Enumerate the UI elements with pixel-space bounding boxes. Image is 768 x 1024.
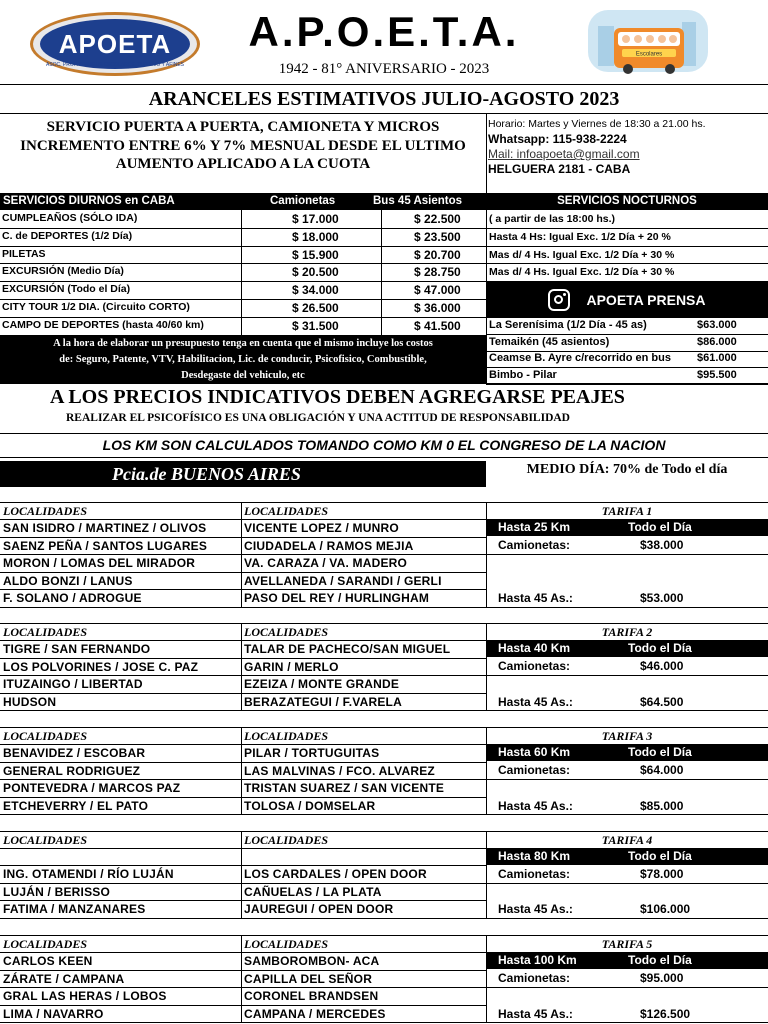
- diurnos-header-service: SERVICIOS DIURNOS en CABA: [3, 195, 175, 207]
- table-rule: [486, 987, 768, 988]
- table-rule: [0, 693, 486, 694]
- localidad-item: HUDSON: [3, 694, 57, 709]
- diurno-service: EXCURSIÓN (Medio Día): [2, 265, 124, 278]
- page-title: A.P.O.E.T.A.: [248, 8, 520, 55]
- diurno-camionetas-price: $ 26.500: [292, 301, 339, 315]
- table-rule: [241, 623, 242, 711]
- localidad-item: ZÁRATE / CAMPANA: [3, 971, 125, 986]
- diurno-service: C. de DEPORTES (1/2 Día): [2, 229, 133, 242]
- bus-label: Hasta 45 As.:: [498, 591, 573, 606]
- logo-text: APOETA: [40, 19, 190, 69]
- diurno-service: CUMPLEAÑOS (SÓLO IDA): [2, 212, 138, 224]
- nocturno-row: Mas d/ 4 Hs. Igual Exc. 1/2 Día + 30 %: [489, 266, 675, 279]
- table-rule: [486, 554, 768, 555]
- camionetas-price: $95.000: [640, 971, 684, 985]
- prensa-price: $95.500: [697, 368, 737, 381]
- camionetas-price: $46.000: [640, 659, 684, 673]
- table-rule: [0, 797, 486, 798]
- address-text: HELGUERA 2181 - CABA: [488, 162, 631, 176]
- hours-text: Horario: Martes y Viernes de 18:30 a 21.00 hs.: [488, 118, 706, 130]
- localidades-header: LOCALIDADES: [3, 504, 88, 518]
- diurno-bus-price: $ 47.000: [414, 283, 461, 298]
- table-rule: [0, 831, 768, 832]
- table-rule: [0, 762, 486, 763]
- notice-line: INCREMENTO ENTRE 6% Y 7% MESNUAL DESDE EL ULTIMO: [20, 137, 466, 154]
- localidad-item: FATIMA / MANZANARES: [3, 902, 146, 917]
- bus-label: Hasta 45 As.:: [498, 1006, 573, 1021]
- diurno-camionetas-price: $ 15.900: [292, 247, 339, 262]
- table-rule: [0, 727, 768, 728]
- table-rule: [486, 263, 768, 264]
- prensa-name: Temaikén (45 asientos): [489, 335, 610, 348]
- bus-price: $106.000: [640, 902, 691, 917]
- localidades-header: LOCALIDADES: [3, 729, 88, 743]
- table-rule: [0, 607, 486, 608]
- localidad-item: GENERAL RODRIGUEZ: [3, 763, 141, 778]
- prensa-price: $86.000: [697, 335, 737, 348]
- tarifa-range-bar: [486, 640, 768, 657]
- table-rule: [486, 246, 768, 247]
- todo-el-dia-label: Todo el Día: [628, 849, 692, 863]
- table-rule: [486, 228, 768, 229]
- table-rule: [486, 623, 487, 711]
- diurno-service: PILETAS: [2, 247, 46, 260]
- tarifa-range-bar: [486, 952, 768, 969]
- diurno-camionetas-price: $ 17.000: [292, 212, 339, 226]
- increment-notice: [0, 118, 486, 174]
- prensa-name: Ceamse B. Ayre c/recorrido en bus: [489, 352, 671, 364]
- apoeta-logo: [30, 12, 200, 76]
- localidad-item: GRAL LAS HERAS / LOBOS: [3, 989, 167, 1004]
- diurno-camionetas-price: $ 20.500: [292, 265, 339, 280]
- bus-label: Escolares: [635, 51, 663, 58]
- diurno-camionetas-price: $ 34.000: [292, 283, 339, 298]
- diurno-bus-price: $ 20.700: [414, 247, 461, 262]
- tarifa-range-bar: [486, 519, 768, 536]
- table-rule: [486, 883, 768, 884]
- nocturno-row: Mas d/ 4 Hs. Igual Exc. 1/2 Día + 30 %: [489, 248, 675, 261]
- tarifa-label: TARIFA 2: [601, 625, 653, 639]
- contact-info: [488, 117, 768, 177]
- todo-el-dia-label: Todo el Día: [628, 745, 692, 759]
- table-rule: [0, 537, 486, 538]
- localidades-header: LOCALIDADES: [3, 833, 88, 847]
- nocturnos-header: SERVICIOS NOCTURNOS: [557, 195, 697, 207]
- camionetas-label: Camionetas:: [498, 867, 571, 881]
- table-rule: [0, 299, 486, 300]
- school-bus-illustration: [578, 4, 718, 78]
- diurno-bus-price: $ 36.000: [414, 301, 461, 315]
- diurno-service: CAMPO DE DEPORTES (hasta 40/60 km): [2, 318, 204, 331]
- table-rule: [0, 658, 486, 659]
- table-rule: [0, 1005, 486, 1006]
- table-rule: [0, 589, 486, 590]
- localidad-item: CAMPANA / MERCEDES: [244, 1006, 386, 1021]
- table-rule: [486, 675, 768, 676]
- table-rule: [241, 727, 242, 815]
- diurnos-header-bus: Bus 45 Asientos: [373, 195, 463, 207]
- table-rule: [0, 1022, 486, 1023]
- diurno-bus-price: $ 28.750: [414, 265, 461, 280]
- anniversary-subtitle: 1942 - 81° ANIVERSARIO - 2023: [278, 61, 490, 77]
- localidad-item: EZEIZA / MONTE GRANDE: [244, 677, 400, 692]
- email-link[interactable]: Mail: infoapoeta@gmail.com: [488, 147, 640, 161]
- diurnos-header-camionetas: Camionetas: [270, 195, 336, 207]
- table-rule: [0, 710, 486, 711]
- table-rule: [241, 935, 242, 1023]
- localidad-item: LOS CARDALES / OPEN DOOR: [244, 867, 427, 881]
- prensa-label: APOETA PRENSA: [586, 292, 706, 308]
- localidad-item: SAENZ PEÑA / SANTOS LUGARES: [3, 538, 208, 553]
- localidad-item: PASO DEL REY / HURLINGHAM: [244, 591, 430, 606]
- table-rule: [0, 779, 486, 780]
- bus-label: Hasta 45 As.:: [498, 902, 573, 917]
- table-rule: [0, 228, 486, 229]
- table-rule: [0, 317, 486, 318]
- localidades-header: LOCALIDADES: [244, 729, 329, 743]
- table-rule: [241, 831, 242, 919]
- table-rule: [0, 987, 486, 988]
- logo-subtext: ASOC. PROP. OMNIBUS ESCOLARES, TURISMO Y AFINES: [45, 62, 184, 68]
- medio-dia-note: MEDIO DÍA: 70% de Todo el día: [526, 462, 728, 477]
- localidad-item: JAUREGUI / OPEN DOOR: [244, 902, 394, 917]
- table-rule: [486, 779, 768, 780]
- localidades-header: LOCALIDADES: [3, 937, 88, 951]
- table-rule: [0, 572, 486, 573]
- instagram-icon: [548, 289, 570, 311]
- bus-price: $64.500: [640, 694, 684, 709]
- bus-label: Hasta 45 As.:: [498, 798, 573, 813]
- whatsapp-text: Whatsapp: 115-938-2224: [488, 132, 627, 146]
- table-rule: [0, 246, 486, 247]
- localidad-item: CAÑUELAS / LA PLATA: [244, 884, 382, 899]
- range-label: Hasta 40 Km: [498, 641, 571, 655]
- tarifa-label: TARIFA 4: [601, 833, 653, 847]
- camionetas-label: Camionetas:: [498, 971, 571, 985]
- notice-line: AUMENTO APLICADO A LA CUOTA: [115, 156, 371, 172]
- range-label: Hasta 80 Km: [498, 849, 571, 863]
- tarifa-label: TARIFA 5: [601, 937, 653, 951]
- localidad-item: ING. OTAMENDI / RÍO LUJÁN: [3, 867, 174, 881]
- table-rule: [0, 883, 486, 884]
- psicofisico-note: REALIZAR EL PSICOFÍSICO ES UNA OBLIGACIÓN Y UNA ACTITUD DE RESPONSABILIDAD: [66, 412, 570, 424]
- km-note: LOS KM SON CALCULADOS TOMANDO COMO KM 0 EL CONGRESO DE LA NACION: [102, 437, 666, 453]
- localidades-header: LOCALIDADES: [244, 937, 329, 951]
- table-rule: [0, 970, 486, 971]
- main-heading: ARANCELES ESTIMATIVOS JULIO-AGOSTO 2023: [148, 88, 620, 110]
- localidad-item: LIMA / NAVARRO: [3, 1006, 104, 1021]
- localidades-header: LOCALIDADES: [244, 504, 329, 518]
- tarifa-range-bar: [486, 848, 768, 865]
- range-label: Hasta 60 Km: [498, 745, 571, 759]
- localidad-item: MORON / LOMAS DEL MIRADOR: [3, 556, 196, 571]
- diurno-camionetas-price: $ 31.500: [292, 318, 339, 333]
- diurno-camionetas-price: $ 18.000: [292, 229, 339, 244]
- localidad-item: TOLOSA / DOMSELAR: [244, 798, 376, 813]
- bus-price: $126.500: [640, 1006, 691, 1021]
- diurno-bus-price: $ 41.500: [414, 318, 461, 333]
- localidad-item: ETCHEVERRY / EL PATO: [3, 798, 149, 813]
- prensa-name: Bimbo - Pilar: [489, 368, 557, 381]
- table-rule: [241, 502, 242, 608]
- cost-note-line: Desdegaste del vehiculo, etc: [181, 370, 305, 381]
- diurno-bus-price: $ 22.500: [414, 212, 461, 226]
- camionetas-price: $64.000: [640, 763, 684, 777]
- table-rule: [0, 900, 486, 901]
- table-rule: [0, 865, 486, 866]
- peajes-heading: A LOS PRECIOS INDICATIVOS DEBEN AGREGARSE PEAJES: [50, 386, 625, 408]
- prensa-price: $63.000: [697, 319, 737, 331]
- localidad-item: CARLOS KEEN: [3, 954, 93, 968]
- localidad-item: TIGRE / SAN FERNANDO: [3, 642, 151, 656]
- localidades-header: LOCALIDADES: [244, 833, 329, 847]
- cost-note-line: de: Seguro, Patente, VTV, Habilitacion, Lic. de conducir, Psicofisico, Combustible,: [59, 354, 427, 365]
- todo-el-dia-label: Todo el Día: [628, 953, 692, 967]
- diurno-bus-price: $ 23.500: [414, 229, 461, 244]
- localidad-item: SAMBOROMBON- ACA: [244, 954, 380, 968]
- localidades-header: LOCALIDADES: [244, 625, 329, 639]
- table-rule: [486, 727, 487, 815]
- table-rule: [0, 814, 486, 815]
- bus-label: Hasta 45 As.:: [498, 694, 573, 709]
- localidad-item: LAS MALVINAS / FCO. ALVAREZ: [244, 763, 435, 778]
- localidad-item: CAPILLA DEL SEÑOR: [244, 971, 373, 986]
- table-rule: [0, 935, 768, 936]
- localidad-item: LOS POLVORINES / JOSE C. PAZ: [3, 659, 199, 674]
- prensa-price: $61.000: [697, 352, 737, 364]
- nocturno-row: ( a partir de las 18:00 hs.): [489, 213, 616, 225]
- diurno-service: EXCURSIÓN (Todo el Día): [2, 283, 131, 296]
- localidad-item: AVELLANEDA / SARANDI / GERLI: [244, 573, 442, 588]
- bus-price: $53.000: [640, 591, 684, 606]
- localidad-item: PONTEVEDRA / MARCOS PAZ: [3, 781, 181, 796]
- range-label: Hasta 25 Km: [498, 520, 571, 534]
- diurno-service: CITY TOUR 1/2 DIA. (Circuito CORTO): [2, 301, 190, 313]
- localidad-item: TALAR DE PACHECO/SAN MIGUEL: [244, 642, 451, 656]
- localidad-item: BENAVIDEZ / ESCOBAR: [3, 746, 146, 760]
- table-rule: [486, 814, 768, 815]
- bus-price: $85.000: [640, 798, 684, 813]
- camionetas-label: Camionetas:: [498, 763, 571, 777]
- diurnos-header-bar: [0, 193, 486, 210]
- table-rule: [0, 554, 486, 555]
- notice-line: SERVICIO PUERTA A PUERTA, CAMIONETA Y MICROS: [46, 119, 440, 135]
- table-rule: [486, 710, 768, 711]
- table-rule: [486, 607, 768, 608]
- tarifa-label: TARIFA 1: [601, 504, 653, 518]
- table-rule: [241, 210, 242, 335]
- table-rule: [0, 675, 486, 676]
- localidad-item: SAN ISIDRO / MARTINEZ / OLIVOS: [3, 521, 207, 535]
- camionetas-price: $38.000: [640, 538, 684, 552]
- todo-el-dia-label: Todo el Día: [628, 520, 692, 534]
- table-rule: [486, 502, 487, 608]
- tarifa-range-bar: [486, 744, 768, 761]
- table-rule: [486, 935, 487, 1023]
- table-rule: [0, 502, 768, 503]
- localidad-item: PILAR / TORTUGUITAS: [244, 746, 380, 760]
- localidad-item: ALDO BONZI / LANUS: [3, 573, 133, 588]
- tarifa-label: TARIFA 3: [601, 729, 653, 743]
- table-rule: [486, 1022, 768, 1023]
- camionetas-label: Camionetas:: [498, 538, 571, 552]
- table-rule: [486, 831, 487, 919]
- localidad-item: F. SOLANO / ADROGUE: [3, 591, 142, 606]
- camionetas-label: Camionetas:: [498, 659, 571, 673]
- nocturno-row: Hasta 4 Hs: Igual Exc. 1/2 Día + 20 %: [489, 230, 671, 243]
- range-label: Hasta 100 Km: [498, 953, 577, 967]
- cost-note: [0, 335, 486, 383]
- localidad-item: CIUDADELA / RAMOS MEJIA: [244, 538, 414, 553]
- localidad-item: CORONEL BRANDSEN: [244, 989, 379, 1004]
- localidad-item: TRISTAN SUAREZ / SAN VICENTE: [244, 781, 445, 796]
- table-rule: [486, 918, 768, 919]
- table-rule: [381, 210, 382, 335]
- localidad-item: GARIN / MERLO: [244, 659, 339, 674]
- table-rule: [0, 623, 768, 624]
- localidad-item: VA. CARAZA / VA. MADERO: [244, 556, 408, 571]
- apoeta-prensa-bar[interactable]: [486, 282, 768, 318]
- localidad-item: LUJÁN / BERISSO: [3, 884, 111, 899]
- localidad-item: BERAZATEGUI / F.VARELA: [244, 694, 402, 709]
- prensa-name: La Serenísima (1/2 Día - 45 as): [489, 319, 647, 331]
- table-rule: [0, 918, 486, 919]
- provincia-bar: Pcia.de BUENOS AIRES: [0, 461, 486, 487]
- localidades-header: LOCALIDADES: [3, 625, 88, 639]
- cost-note-line: A la hora de elaborar un presupuesto tenga en cuenta que el mismo incluye los costos: [53, 338, 433, 349]
- localidad-item: VICENTE LOPEZ / MUNRO: [244, 521, 399, 535]
- localidad-item: ITUZAINGO / LIBERTAD: [3, 677, 143, 692]
- camionetas-price: $78.000: [640, 867, 684, 881]
- nocturnos-header-bar: [486, 193, 768, 210]
- todo-el-dia-label: Todo el Día: [628, 641, 692, 655]
